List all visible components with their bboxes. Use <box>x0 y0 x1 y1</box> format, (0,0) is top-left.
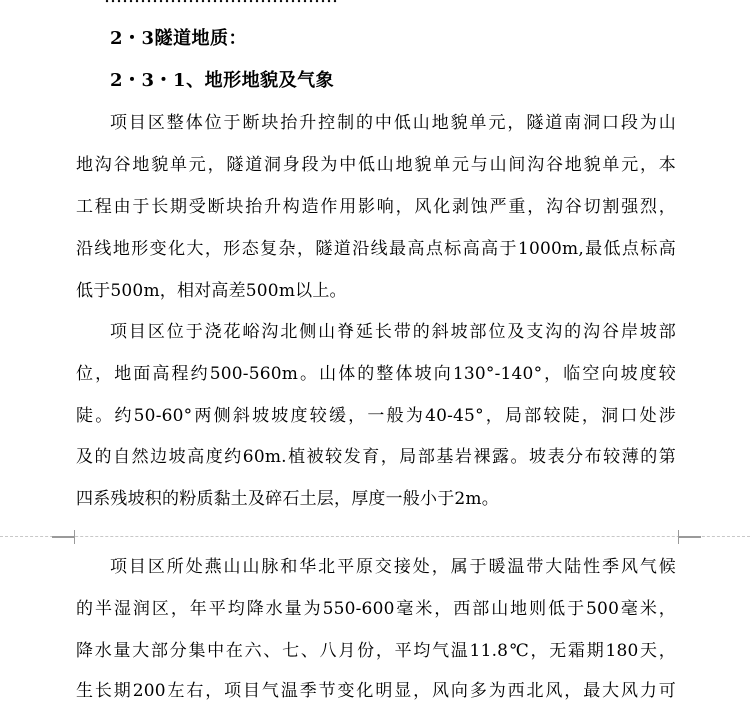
page-break-line <box>0 536 750 537</box>
paragraph-1-line-2: 地沟谷地貌单元，隧道洞身段为中低山地貌单元与山间沟谷地貌单元，本 <box>76 155 676 175</box>
paragraph-3-line-4: 生长期200左右，项目气温季节变化明显，风向多为西北风，最大风力可 <box>76 681 676 701</box>
paragraph-2-line-1: 项目区位于浇花峪沟北侧山脊延长带的斜坡部位及支沟的沟谷岸坡部 <box>110 322 676 342</box>
cropped-text-line <box>104 0 338 7</box>
paragraph-2-line-5: 四系残坡积的粉质黏土及碎石土层，厚度一般小于2m。 <box>76 489 499 509</box>
page-corner-mark <box>678 537 701 544</box>
paragraph-2-line-3: 陡。约50-60°两侧斜坡坡度较缓，一般为40-45°，局部较陡，洞口处涉 <box>76 406 676 426</box>
page-corner-mark <box>678 530 701 537</box>
paragraph-1-line-3: 工程由于长期受断块抬升构造作用影响，风化剥蚀严重，沟谷切割强烈， <box>76 197 676 217</box>
paragraph-3-line-2: 的半湿润区，年平均降水量为550-600毫米，西部山地则低于500毫米， <box>76 599 676 619</box>
section-heading-2-3-1: 2・3・1、地形地貌及气象 <box>110 70 335 91</box>
paragraph-1-line-1: 项目区整体位于断块抬升控制的中低山地貌单元，隧道南洞口段为山 <box>110 113 676 133</box>
page-corner-mark <box>52 530 75 537</box>
paragraph-3-line-3: 降水量大部分集中在六、七、八月份，平均气温11.8℃，无霜期180天， <box>76 641 676 661</box>
paragraph-2-line-4: 及的自然边坡高度约60m.植被较发育，局部基岩裸露。坡表分布较薄的第 <box>76 447 676 467</box>
page-corner-mark <box>52 537 75 544</box>
section-heading-2-3: 2・3隧道地质： <box>110 28 248 49</box>
paragraph-1-line-5: 低于500m，相对高差500m以上。 <box>76 281 347 301</box>
paragraph-2-line-2: 位，地面高程约500-560m。山体的整体坡向130°-140°，临空向坡度较 <box>76 364 676 384</box>
paragraph-3-line-1: 项目区所处燕山山脉和华北平原交接处，属于暖温带大陆性季风气候 <box>110 557 676 577</box>
paragraph-1-line-4: 沿线地形变化大，形态复杂，隧道沿线最高点标高高于1000m,最低点标高 <box>76 239 676 259</box>
